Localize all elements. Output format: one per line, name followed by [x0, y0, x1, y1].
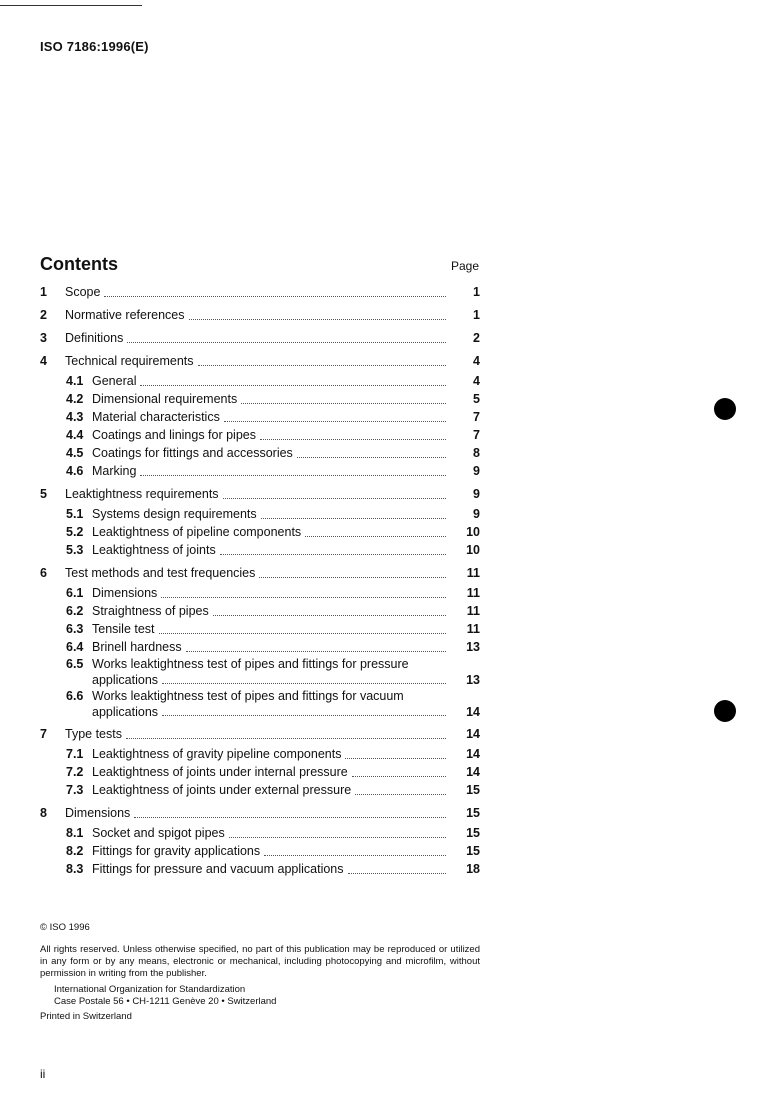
- toc-dot-leader: [224, 421, 446, 422]
- toc-chapter-title: Technical requirements: [65, 354, 194, 368]
- toc-section-number: 5.2: [66, 525, 84, 539]
- toc-page-number: 9: [473, 507, 480, 521]
- copyright-notice: © ISO 1996: [40, 922, 90, 933]
- toc-section-title: Fittings for gravity applications: [92, 844, 261, 858]
- toc-section-entry: [40, 824, 480, 842]
- contents-title: Contents: [40, 254, 118, 274]
- document-id: ISO 7186:1996(E): [40, 39, 149, 54]
- toc-page-number: 15: [466, 783, 480, 797]
- margin-bullet-mark: [714, 398, 736, 420]
- toc-section-number: 8.3: [66, 862, 84, 876]
- toc-page-number: 14: [466, 705, 480, 719]
- toc-chapter-number: 2: [40, 308, 47, 322]
- printed-location: Printed in Switzerland: [40, 1011, 132, 1022]
- toc-section-title: Systems design requirements: [92, 507, 257, 521]
- toc-dot-leader: [127, 342, 446, 343]
- toc-dot-leader: [213, 615, 446, 616]
- toc-dot-leader: [297, 457, 446, 458]
- toc-chapter-number: 5: [40, 487, 47, 501]
- toc-section-number: 4.6: [66, 464, 84, 478]
- toc-section-number: 6.1: [66, 586, 84, 600]
- toc-dot-leader: [355, 794, 446, 795]
- toc-section-title: Works leaktightness test of pipes and fittings for vacuum: [92, 689, 404, 703]
- toc-section-entry: [40, 781, 480, 799]
- toc-section-entry: [40, 602, 480, 620]
- toc-chapter-entry: [40, 564, 480, 582]
- toc-chapter-entry: [40, 329, 480, 347]
- toc-section-entry-continued: [40, 672, 480, 688]
- toc-chapter-entry: [40, 306, 480, 324]
- toc-dot-leader: [186, 651, 446, 652]
- toc-page-number: 13: [466, 673, 480, 687]
- toc-page-number: 15: [466, 844, 480, 858]
- toc-section-number: 4.2: [66, 392, 84, 406]
- toc-page-number: 4: [473, 374, 480, 388]
- toc-section-title: Leaktightness of pipeline components: [92, 525, 302, 539]
- toc-section-number: 6.5: [66, 657, 84, 671]
- toc-section-title: Socket and spigot pipes: [92, 826, 225, 840]
- toc-page-number: 11: [466, 586, 480, 600]
- toc-page-number: 10: [466, 543, 480, 557]
- toc-page-number: 15: [466, 826, 480, 840]
- page-number: ii: [40, 1067, 46, 1081]
- toc-section-number: 6.3: [66, 622, 84, 636]
- toc-section-title: Tensile test: [92, 622, 155, 636]
- toc-dot-leader: [229, 837, 446, 838]
- toc-chapter-entry: [40, 283, 480, 301]
- toc-dot-leader: [223, 498, 446, 499]
- toc-section-number: 6.4: [66, 640, 84, 654]
- toc-chapter-title: Normative references: [65, 308, 185, 322]
- toc-section-title: Coatings for fittings and accessories: [92, 446, 293, 460]
- toc-page-number: 18: [466, 862, 480, 876]
- toc-dot-leader: [140, 385, 446, 386]
- toc-section-entry: [40, 656, 480, 672]
- toc-chapter-title: Scope: [65, 285, 101, 299]
- toc-page-number: 11: [466, 604, 480, 618]
- toc-dot-leader: [140, 475, 446, 476]
- toc-section-number: 6.2: [66, 604, 84, 618]
- toc-section-number: 5.1: [66, 507, 84, 521]
- toc-section-entry: [40, 505, 480, 523]
- toc-section-number: 8.1: [66, 826, 84, 840]
- toc-chapter-title: Leaktightness requirements: [65, 487, 219, 501]
- rights-statement: All rights reserved. Unless otherwise specified, no part of this publication may be reproduced or utilized in any form or by any means, electronic or mechanical, including photocopying and microfilm, without permission in writing from the publisher.: [40, 944, 480, 979]
- toc-section-entry: [40, 638, 480, 656]
- toc-page-number: 1: [473, 308, 480, 322]
- toc-section-entry: [40, 372, 480, 390]
- toc-dot-leader: [305, 536, 446, 537]
- toc-page-number: 2: [473, 331, 480, 345]
- toc-section-number: 4.5: [66, 446, 84, 460]
- toc-section-title: Leaktightness of gravity pipeline components: [92, 747, 342, 761]
- toc-section-number: 7.3: [66, 783, 84, 797]
- toc-section-number: 5.3: [66, 543, 84, 557]
- contents-header: [40, 254, 480, 278]
- toc-dot-leader: [259, 577, 446, 578]
- toc-page-number: 8: [473, 446, 480, 460]
- toc-section-title-continued: applications: [92, 705, 159, 719]
- toc-chapter-title: Test methods and test frequencies: [65, 566, 256, 580]
- toc-section-entry: [40, 523, 480, 541]
- toc-section-title: Dimensions: [92, 586, 158, 600]
- toc-section-entry: [40, 462, 480, 480]
- toc-chapter-entry: [40, 804, 480, 822]
- toc-chapter-number: 6: [40, 566, 47, 580]
- toc-dot-leader: [261, 518, 446, 519]
- toc-section-entry: [40, 541, 480, 559]
- toc-section-entry: [40, 842, 480, 860]
- toc-dot-leader: [159, 633, 446, 634]
- toc-section-title: Straightness of pipes: [92, 604, 209, 618]
- toc-page-number: 4: [473, 354, 480, 368]
- toc-dot-leader: [189, 319, 447, 320]
- toc-page-number: 14: [466, 765, 480, 779]
- toc-chapter-title: Definitions: [65, 331, 124, 345]
- toc-page-number: 11: [466, 566, 480, 580]
- copyright-block: [40, 922, 480, 1023]
- toc-section-title: Works leaktightness test of pipes and fittings for pressure: [92, 657, 409, 671]
- toc-chapter-number: 8: [40, 806, 47, 820]
- toc-dot-leader: [260, 439, 446, 440]
- toc-dot-leader: [162, 683, 446, 684]
- toc-section-number: 8.2: [66, 844, 84, 858]
- toc-chapter-entry: [40, 725, 480, 743]
- toc-section-entry: [40, 408, 480, 426]
- toc-chapter-entry: [40, 485, 480, 503]
- toc-dot-leader: [345, 758, 446, 759]
- toc-dot-leader: [134, 817, 446, 818]
- toc-page-number: 13: [466, 640, 480, 654]
- toc-dot-leader: [352, 776, 446, 777]
- toc-dot-leader: [162, 715, 446, 716]
- margin-bullet-mark: [714, 700, 736, 722]
- organization-name: International Organization for Standardization: [54, 984, 246, 995]
- toc-section-entry: [40, 390, 480, 408]
- toc-page-number: 11: [466, 622, 480, 636]
- toc-section-title: Material characteristics: [92, 410, 220, 424]
- toc-section-entry: [40, 688, 480, 704]
- toc-section-number: 4.4: [66, 428, 84, 442]
- toc-section-title: General: [92, 374, 137, 388]
- toc-section-title: Leaktightness of joints under internal pressure: [92, 765, 348, 779]
- top-rule: [0, 5, 142, 6]
- toc-page-number: 10: [466, 525, 480, 539]
- toc-section-number: 7.1: [66, 747, 84, 761]
- toc-page-number: 9: [473, 464, 480, 478]
- toc-dot-leader: [104, 296, 446, 297]
- toc-chapter-number: 1: [40, 285, 47, 299]
- toc-dot-leader: [264, 855, 446, 856]
- toc-section-entry: [40, 584, 480, 602]
- toc-page-number: 7: [473, 410, 480, 424]
- page-column-label: Page: [450, 259, 479, 273]
- toc-dot-leader: [198, 365, 446, 366]
- toc-section-title: Leaktightness of joints under external pressure: [92, 783, 352, 797]
- toc-dot-leader: [220, 554, 446, 555]
- toc-page-number: 1: [473, 285, 480, 299]
- organization-address: Case Postale 56 • CH-1211 Genève 20 • Switzerland: [54, 996, 277, 1007]
- toc-chapter-number: 3: [40, 331, 47, 345]
- toc-page-number: 14: [466, 747, 480, 761]
- toc-section-title: Marking: [92, 464, 137, 478]
- toc-section-entry: [40, 860, 480, 878]
- toc-section-entry: [40, 426, 480, 444]
- toc-chapter-title: Type tests: [65, 727, 122, 741]
- toc-section-entry-continued: [40, 704, 480, 720]
- toc-section-entry: [40, 444, 480, 462]
- toc-page-number: 14: [466, 727, 480, 741]
- toc-section-entry: [40, 620, 480, 638]
- toc-section-number: 6.6: [66, 689, 84, 703]
- toc-section-title-continued: applications: [92, 673, 159, 687]
- toc-page-number: 9: [473, 487, 480, 501]
- toc-page-number: 5: [473, 392, 480, 406]
- toc-section-title: Dimensional requirements: [92, 392, 238, 406]
- toc-chapter-number: 4: [40, 354, 47, 368]
- toc-section-number: 7.2: [66, 765, 84, 779]
- toc-page-number: 15: [466, 806, 480, 820]
- toc-section-title: Fittings for pressure and vacuum applications: [92, 862, 344, 876]
- toc-chapter-entry: [40, 352, 480, 370]
- toc-section-title: Coatings and linings for pipes: [92, 428, 256, 442]
- toc-section-title: Leaktightness of joints: [92, 543, 216, 557]
- toc-section-number: 4.3: [66, 410, 84, 424]
- toc-dot-leader: [126, 738, 446, 739]
- table-of-contents: [40, 283, 480, 878]
- toc-dot-leader: [161, 597, 446, 598]
- toc-section-title: Brinell hardness: [92, 640, 182, 654]
- toc-dot-leader: [348, 873, 446, 874]
- toc-chapter-title: Dimensions: [65, 806, 131, 820]
- toc-section-entry: [40, 763, 480, 781]
- toc-chapter-number: 7: [40, 727, 47, 741]
- toc-dot-leader: [241, 403, 446, 404]
- toc-page-number: 7: [473, 428, 480, 442]
- toc-section-number: 4.1: [66, 374, 84, 388]
- toc-section-entry: [40, 745, 480, 763]
